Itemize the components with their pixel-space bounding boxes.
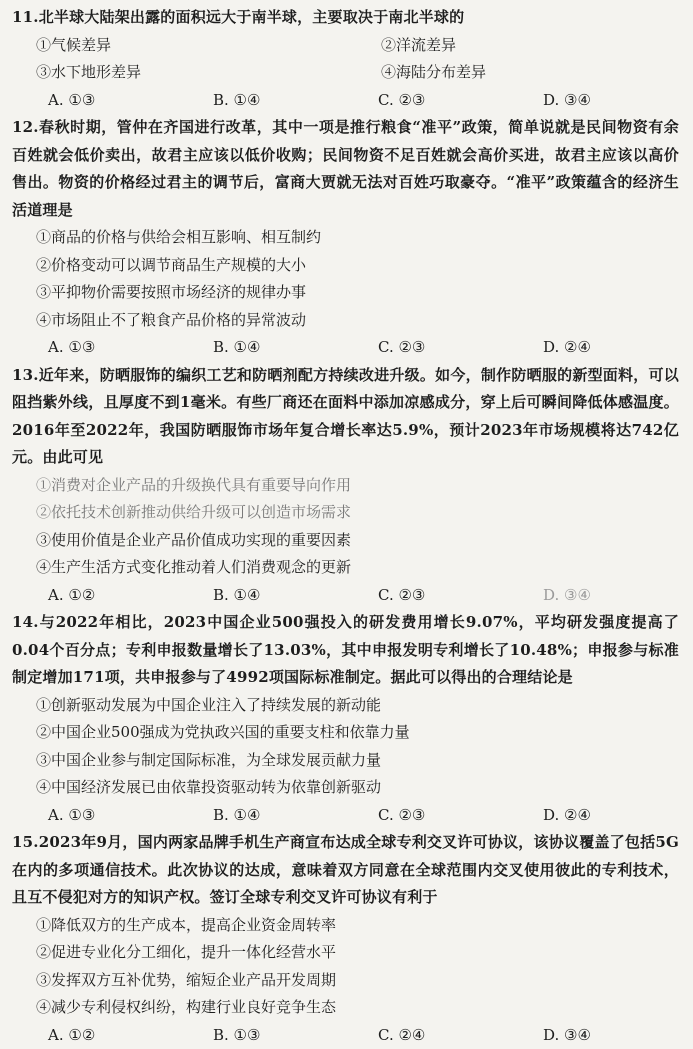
- question-15-options: [12, 912, 679, 1022]
- question-12-answers: [12, 334, 679, 362]
- question-15-answer-c: C. ②④: [378, 1022, 543, 1049]
- question-12-answer-c: C. ②③: [378, 334, 543, 362]
- question-14-stem: 14.与2022年相比，2023中国企业500强投入的研发费用增长9.07%，平均研发强度提高了0.04个百分点；专利申报数量增长了13.03%，其中申报发明专利增长了10.48%；申报参与标准制定增加171项，共申报参与了4992项国际标准制定。据此可以得出的合理结论是: [12, 609, 679, 692]
- question-14-answers: [12, 802, 679, 830]
- question-13-answers: [12, 582, 679, 610]
- question-14-answer-a: A. ①③: [48, 802, 213, 830]
- question-14-answer-b: B. ①④: [213, 802, 378, 830]
- question-13-answer-b: B. ①④: [213, 582, 378, 610]
- question-12-answer-b: B. ①④: [213, 334, 378, 362]
- question-14-answer-c: C. ②③: [378, 802, 543, 830]
- question-13-option-1: ①消费对企业产品的升级换代具有重要导向作用: [36, 472, 679, 500]
- question-15-answer-b: B. ①③: [213, 1022, 378, 1049]
- question-14-option-2: ②中国企业500强成为党执政兴国的重要支柱和依靠力量: [36, 719, 679, 747]
- question-15-answers: [12, 1022, 679, 1049]
- question-14-answer-d: D. ②④: [543, 802, 693, 830]
- question-12-stem: 12.春秋时期，管仲在齐国进行改革，其中一项是推行粮食“准平”政策，简单说就是民间物资有余百姓就会低价卖出，故君主应该以低价收购；民间物资不足百姓就会高价买进，故君主应该以高价售出。物资的价格经过君主的调节后，富商大贾就无法对百姓巧取豪夺。“准平”政策蕴含的经济生活道理是: [12, 114, 679, 224]
- question-13-options: [12, 472, 679, 582]
- question-13-answer-a: A. ①②: [48, 582, 213, 610]
- question-15-answer-a: A. ①②: [48, 1022, 213, 1049]
- question-11-option-1: ①气候差异: [36, 32, 381, 60]
- question-12-options: [12, 224, 679, 334]
- question-11-option-4: ④海陆分布差异: [381, 59, 681, 87]
- question-15-option-4: ④减少专利侵权纠纷，构建行业良好竞争生态: [36, 994, 679, 1022]
- question-12-answer-d: D. ②④: [543, 334, 693, 362]
- question-15-option-1: ①降低双方的生产成本，提高企业资金周转率: [36, 912, 679, 940]
- question-13-stem: 13.近年来，防晒服饰的编织工艺和防晒剂配方持续改进升级。如今，制作防晒服的新型面料，可以阻挡紫外线，且厚度不到1毫米。有些厂商还在面料中添加凉感成分，穿上后可瞬间降低体感温度。2016年至2022年，我国防晒服饰市场年复合增长率达5.9%，预计2023年市场规模将达742亿元。由此可见: [12, 362, 679, 472]
- question-11-stem: 11.北半球大陆架出露的面积远大于南半球，主要取决于南北半球的: [12, 4, 679, 32]
- question-15-option-3: ③发挥双方互补优势，缩短企业产品开发周期: [36, 967, 679, 995]
- question-11-answer-b: B. ①④: [213, 87, 378, 115]
- question-12-option-3: ③平抑物价需要按照市场经济的规律办事: [36, 279, 679, 307]
- question-13-answer-d: D. ③④: [543, 582, 693, 610]
- question-12-option-1: ①商品的价格与供给会相互影响、相互制约: [36, 224, 679, 252]
- question-14-options: [12, 692, 679, 802]
- question-11-answer-a: A. ①③: [48, 87, 213, 115]
- question-12-option-4: ④市场阻止不了粮食产品价格的异常波动: [36, 307, 679, 335]
- question-11-answers: [12, 87, 679, 115]
- question-14: [12, 609, 679, 829]
- question-14-option-3: ③中国企业参与制定国际标准，为全球发展贡献力量: [36, 747, 679, 775]
- question-15-option-2: ②促进专业化分工细化，提升一体化经营水平: [36, 939, 679, 967]
- question-11: [12, 4, 679, 114]
- question-12-option-2: ②价格变动可以调节商品生产规模的大小: [36, 252, 679, 280]
- question-15-stem: 15.2023年9月，国内两家品牌手机生产商宣布达成全球专利交叉许可协议，该协议覆盖了包括5G在内的多项通信技术。此次协议的达成，意味着双方同意在全球范围内交叉使用彼此的专利技术，且互不侵犯对方的知识产权。签订全球专利交叉许可协议有利于: [12, 829, 679, 912]
- question-11-options: [12, 32, 679, 87]
- question-11-answer-c: C. ②③: [378, 87, 543, 115]
- question-15-answer-d: D. ③④: [543, 1022, 693, 1049]
- question-12-answer-a: A. ①③: [48, 334, 213, 362]
- question-13-answer-c: C. ②③: [378, 582, 543, 610]
- question-13-option-2: ②依托技术创新推动供给升级可以创造市场需求: [36, 499, 679, 527]
- question-12: [12, 114, 679, 362]
- question-14-option-1: ①创新驱动发展为中国企业注入了持续发展的新动能: [36, 692, 679, 720]
- question-11-option-3: ③水下地形差异: [36, 59, 381, 87]
- question-13: [12, 362, 679, 610]
- question-13-option-3: ③使用价值是企业产品价值成功实现的重要因素: [36, 527, 679, 555]
- question-13-option-4: ④生产生活方式变化推动着人们消费观念的更新: [36, 554, 679, 582]
- question-15: [12, 829, 679, 1049]
- question-14-option-4: ④中国经济发展已由依靠投资驱动转为依靠创新驱动: [36, 774, 679, 802]
- question-11-answer-d: D. ③④: [543, 87, 693, 115]
- question-11-option-2: ②洋流差异: [381, 32, 681, 60]
